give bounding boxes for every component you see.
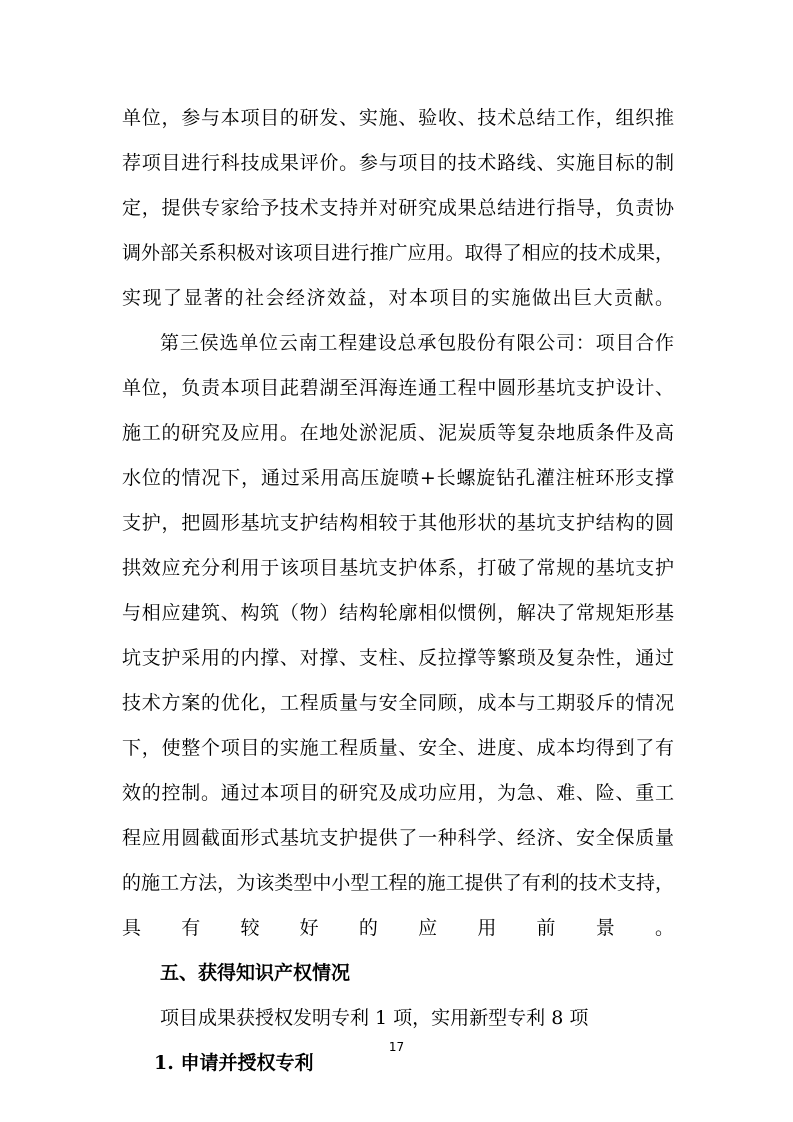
text-line: 单位，负责本项目茈碧湖至洱海连通工程中圆形基坑支护设计、 xyxy=(122,377,674,399)
patent-summary: 项目成果获授权发明专利 1 项，实用新型专利 8 项 xyxy=(160,1007,589,1029)
text-line: 的施工方法，为该类型中小型工程的施工提供了有利的技术支持， xyxy=(122,872,674,894)
text-line: 下，使整个项目的实施工程质量、安全、进度、成本均得到了有 xyxy=(122,737,674,759)
text-line: 程应用圆截面形式基坑支护提供了一种科学、经济、安全保质量 xyxy=(122,827,674,849)
text-line: 施工的研究及应用。在地处淤泥质、泥炭质等复杂地质条件及高 xyxy=(122,422,674,444)
section-heading: 五、获得知识产权情况 xyxy=(160,962,351,984)
text-line: 水位的情况下，通过采用高压旋喷+长螺旋钻孔灌注桩环形支撑 xyxy=(122,467,674,489)
text-line: 拱效应充分利用于该项目基坑支护体系，打破了常规的基坑支护 xyxy=(122,557,674,579)
text-line: 与相应建筑、构筑（物）结构轮廓相似惯例，解决了常规矩形基 xyxy=(122,602,674,624)
text-line: 荐项目进行科技成果评价。参与项目的技术路线、实施目标的制 xyxy=(122,152,674,174)
paragraph-third-candidate xyxy=(122,321,674,951)
document-body xyxy=(122,96,674,1086)
text-line: 调外部关系积极对该项目进行推广应用。取得了相应的技术成果， xyxy=(122,242,674,264)
text-line: 支护，把圆形基坑支护结构相较于其他形状的基坑支护结构的圆 xyxy=(122,512,674,534)
text-line: 坑支护采用的内撑、对撑、支柱、反拉撑等繁琐及复杂性，通过 xyxy=(122,647,674,669)
text-line: 技术方案的优化，工程质量与安全同顾，成本与工期驳斥的情况 xyxy=(122,692,674,714)
text-line: 单位，参与本项目的研发、实施、验收、技术总结工作，组织推 xyxy=(122,107,674,129)
page-number: 17 xyxy=(388,1040,405,1054)
paragraph-participation xyxy=(122,96,674,321)
subsection-heading: 1. 申请并授权专利 xyxy=(154,1052,314,1074)
text-line: 定，提供专家给予技术支持并对研究成果总结进行指导，负责协 xyxy=(122,197,674,219)
text-line: 具有较好的应用前景。 xyxy=(122,917,674,939)
text-line: 实现了显著的社会经济效益，对本项目的实施做出巨大贡献。 xyxy=(122,287,674,309)
text-line: 效的控制。通过本项目的研究及成功应用，为急、难、险、重工 xyxy=(122,782,674,804)
text-line: 第三侯选单位云南工程建设总承包股份有限公司：项目合作 xyxy=(160,332,674,354)
